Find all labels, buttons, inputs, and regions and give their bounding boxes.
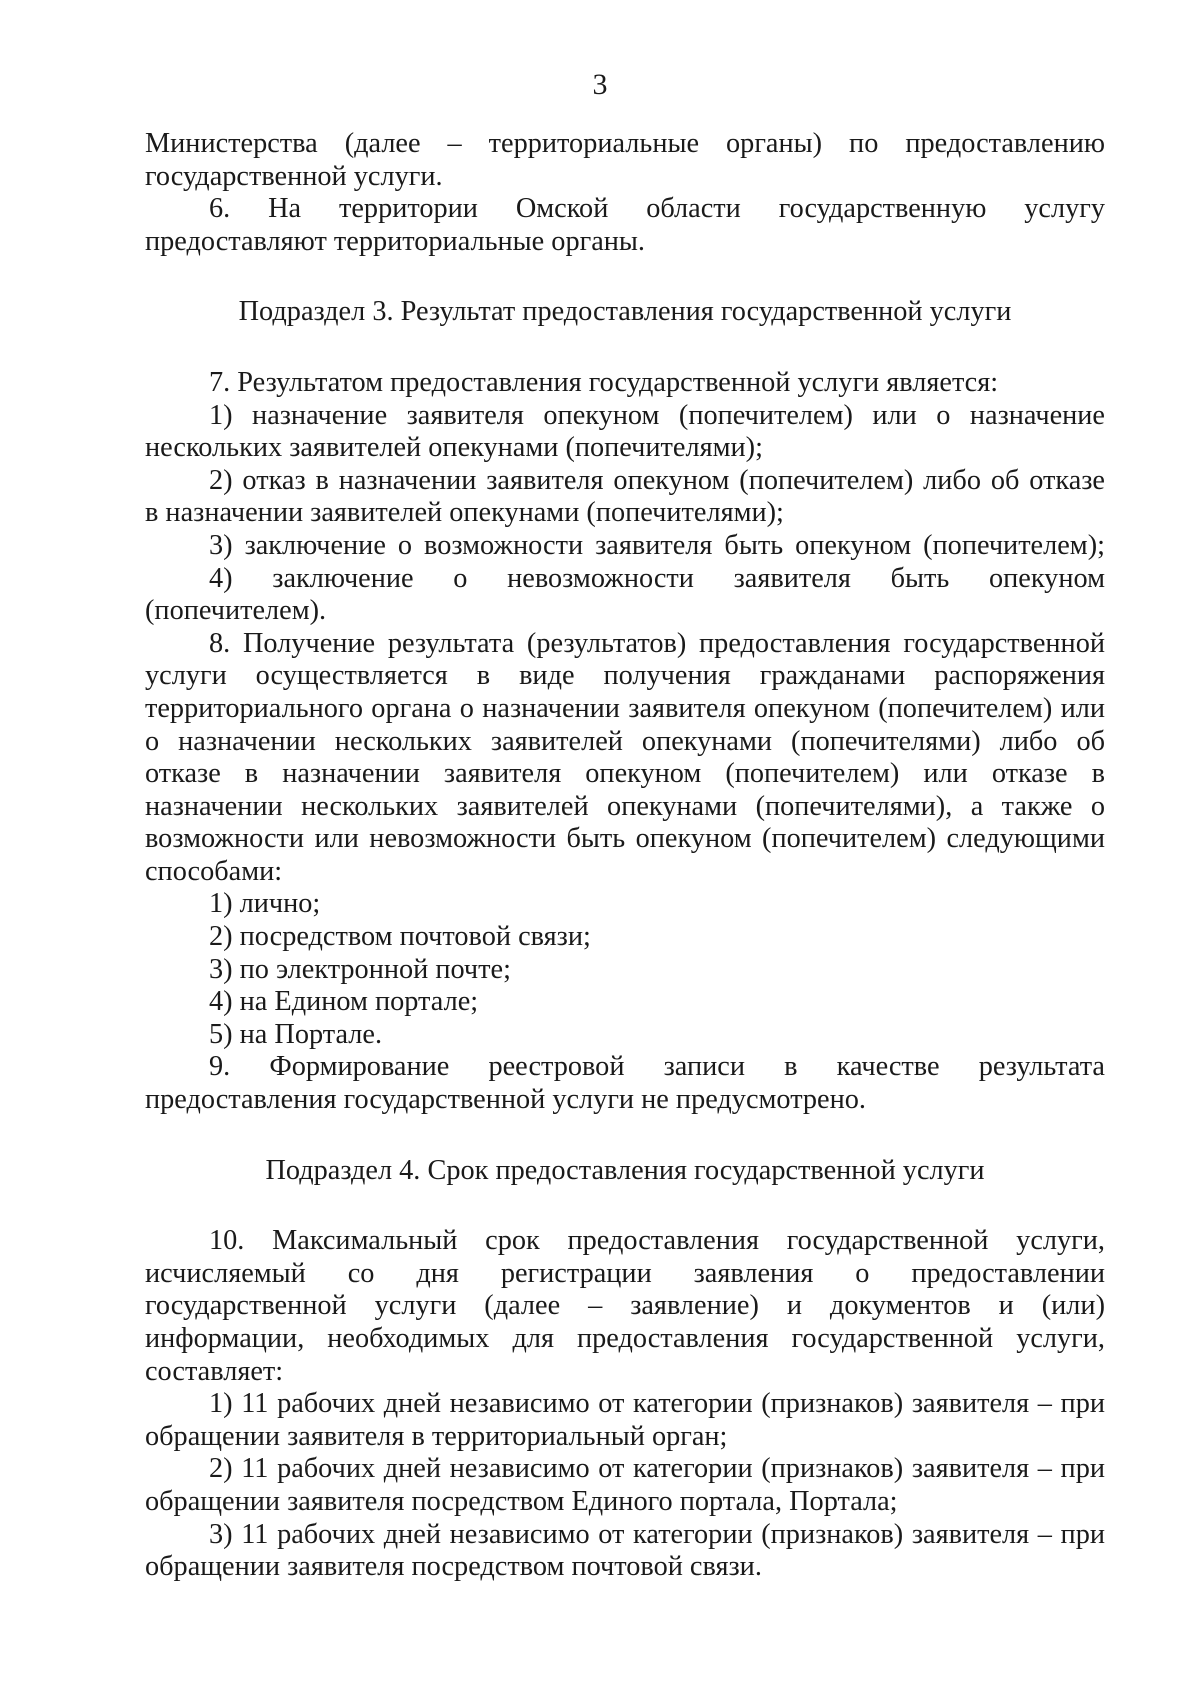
text-line: 7. Результатом предоставления государственной услуги является:	[209, 366, 999, 398]
text-line: отказе в назначении заявителя опекуном (попечителем) или отказе в	[145, 758, 1105, 790]
text-line: 6. На территории Омской области государственную услугу	[209, 193, 1105, 225]
text-line: исчисляемый со дня регистрации заявления о предоставлении	[145, 1257, 1105, 1289]
text-line: возможности или невозможности быть опекуном (попечителем) следующими	[145, 823, 1105, 855]
text-line: обращении заявителя в территориальный орган;	[145, 1420, 728, 1452]
list-item: 2) посредством почтовой связи;	[209, 921, 591, 953]
text-line: 2) 11 рабочих дней независимо от категории (признаков) заявителя – при	[209, 1453, 1105, 1485]
text-line: 8. Получение результата (результатов) предоставления государственной	[209, 627, 1105, 659]
text-line: 1) назначение заявителя опекуном (попечителем) или о назначение	[209, 399, 1105, 431]
text-line: Министерства (далее – территориальные органы) по предоставлению	[145, 128, 1105, 159]
text-line: 9. Формирование реестровой записи в качестве результата	[209, 1051, 1105, 1083]
list-item: 4) на Едином портале;	[209, 986, 479, 1018]
text-line: 1) 11 рабочих дней независимо от категории (признаков) заявителя – при	[209, 1388, 1105, 1420]
text-line: информации, необходимых для предоставления государственной услуги,	[145, 1323, 1105, 1354]
text-line: 4) заключение о невозможности заявителя быть опекуном	[209, 562, 1105, 594]
text-line: обращении заявителя посредством почтовой связи.	[145, 1551, 762, 1583]
text-line: в назначении заявителей опекунами (попечителями);	[145, 497, 784, 529]
text-line: услуги осуществляется в виде получения гражданами распоряжения	[145, 660, 1105, 692]
text-line: государственной услуги (далее – заявление) и документов и (или)	[145, 1290, 1105, 1322]
list-item: 1) лично;	[209, 888, 321, 920]
text-line: 2) отказ в назначении заявителя опекуном (попечителем) либо об отказе	[209, 464, 1105, 496]
text-line: 3) заключение о возможности заявителя быть опекуном (попечителем);	[209, 529, 1105, 561]
section-heading-3: Подраздел 3. Результат предоставления государственной услуги	[238, 296, 1012, 328]
text-line: государственной услуги.	[145, 160, 443, 192]
text-line: способами:	[145, 855, 283, 887]
list-item: 3) по электронной почте;	[209, 953, 511, 985]
text-line: 10. Максимальный срок предоставления государственной услуги,	[209, 1225, 1105, 1257]
document-body	[145, 128, 1105, 1584]
list-item: 5) на Портале.	[209, 1018, 383, 1050]
text-line: 3) 11 рабочих дней независимо от категории (признаков) заявителя – при	[209, 1518, 1105, 1550]
text-line: назначении нескольких заявителей опекунами (попечителями), а также о	[145, 790, 1105, 822]
text-line: предоставления государственной услуги не предусмотрено.	[145, 1084, 866, 1116]
text-line: (попечителем).	[145, 595, 327, 627]
text-line: составляет:	[145, 1355, 284, 1387]
text-line: обращении заявителя посредством Единого портала, Портала;	[145, 1485, 898, 1517]
text-line: нескольких заявителей опекунами (попечителями);	[145, 432, 763, 464]
text-line: о назначении нескольких заявителей опекунами (попечителями) либо об	[145, 725, 1105, 757]
section-heading-4: Подраздел 4. Срок предоставления государственной услуги	[265, 1154, 985, 1186]
page-number: 3	[592, 68, 608, 101]
text-line: предоставляют территориальные органы.	[145, 225, 646, 257]
text-line: территориального органа о назначении заявителя опекуном (попечителем) или	[145, 692, 1105, 724]
